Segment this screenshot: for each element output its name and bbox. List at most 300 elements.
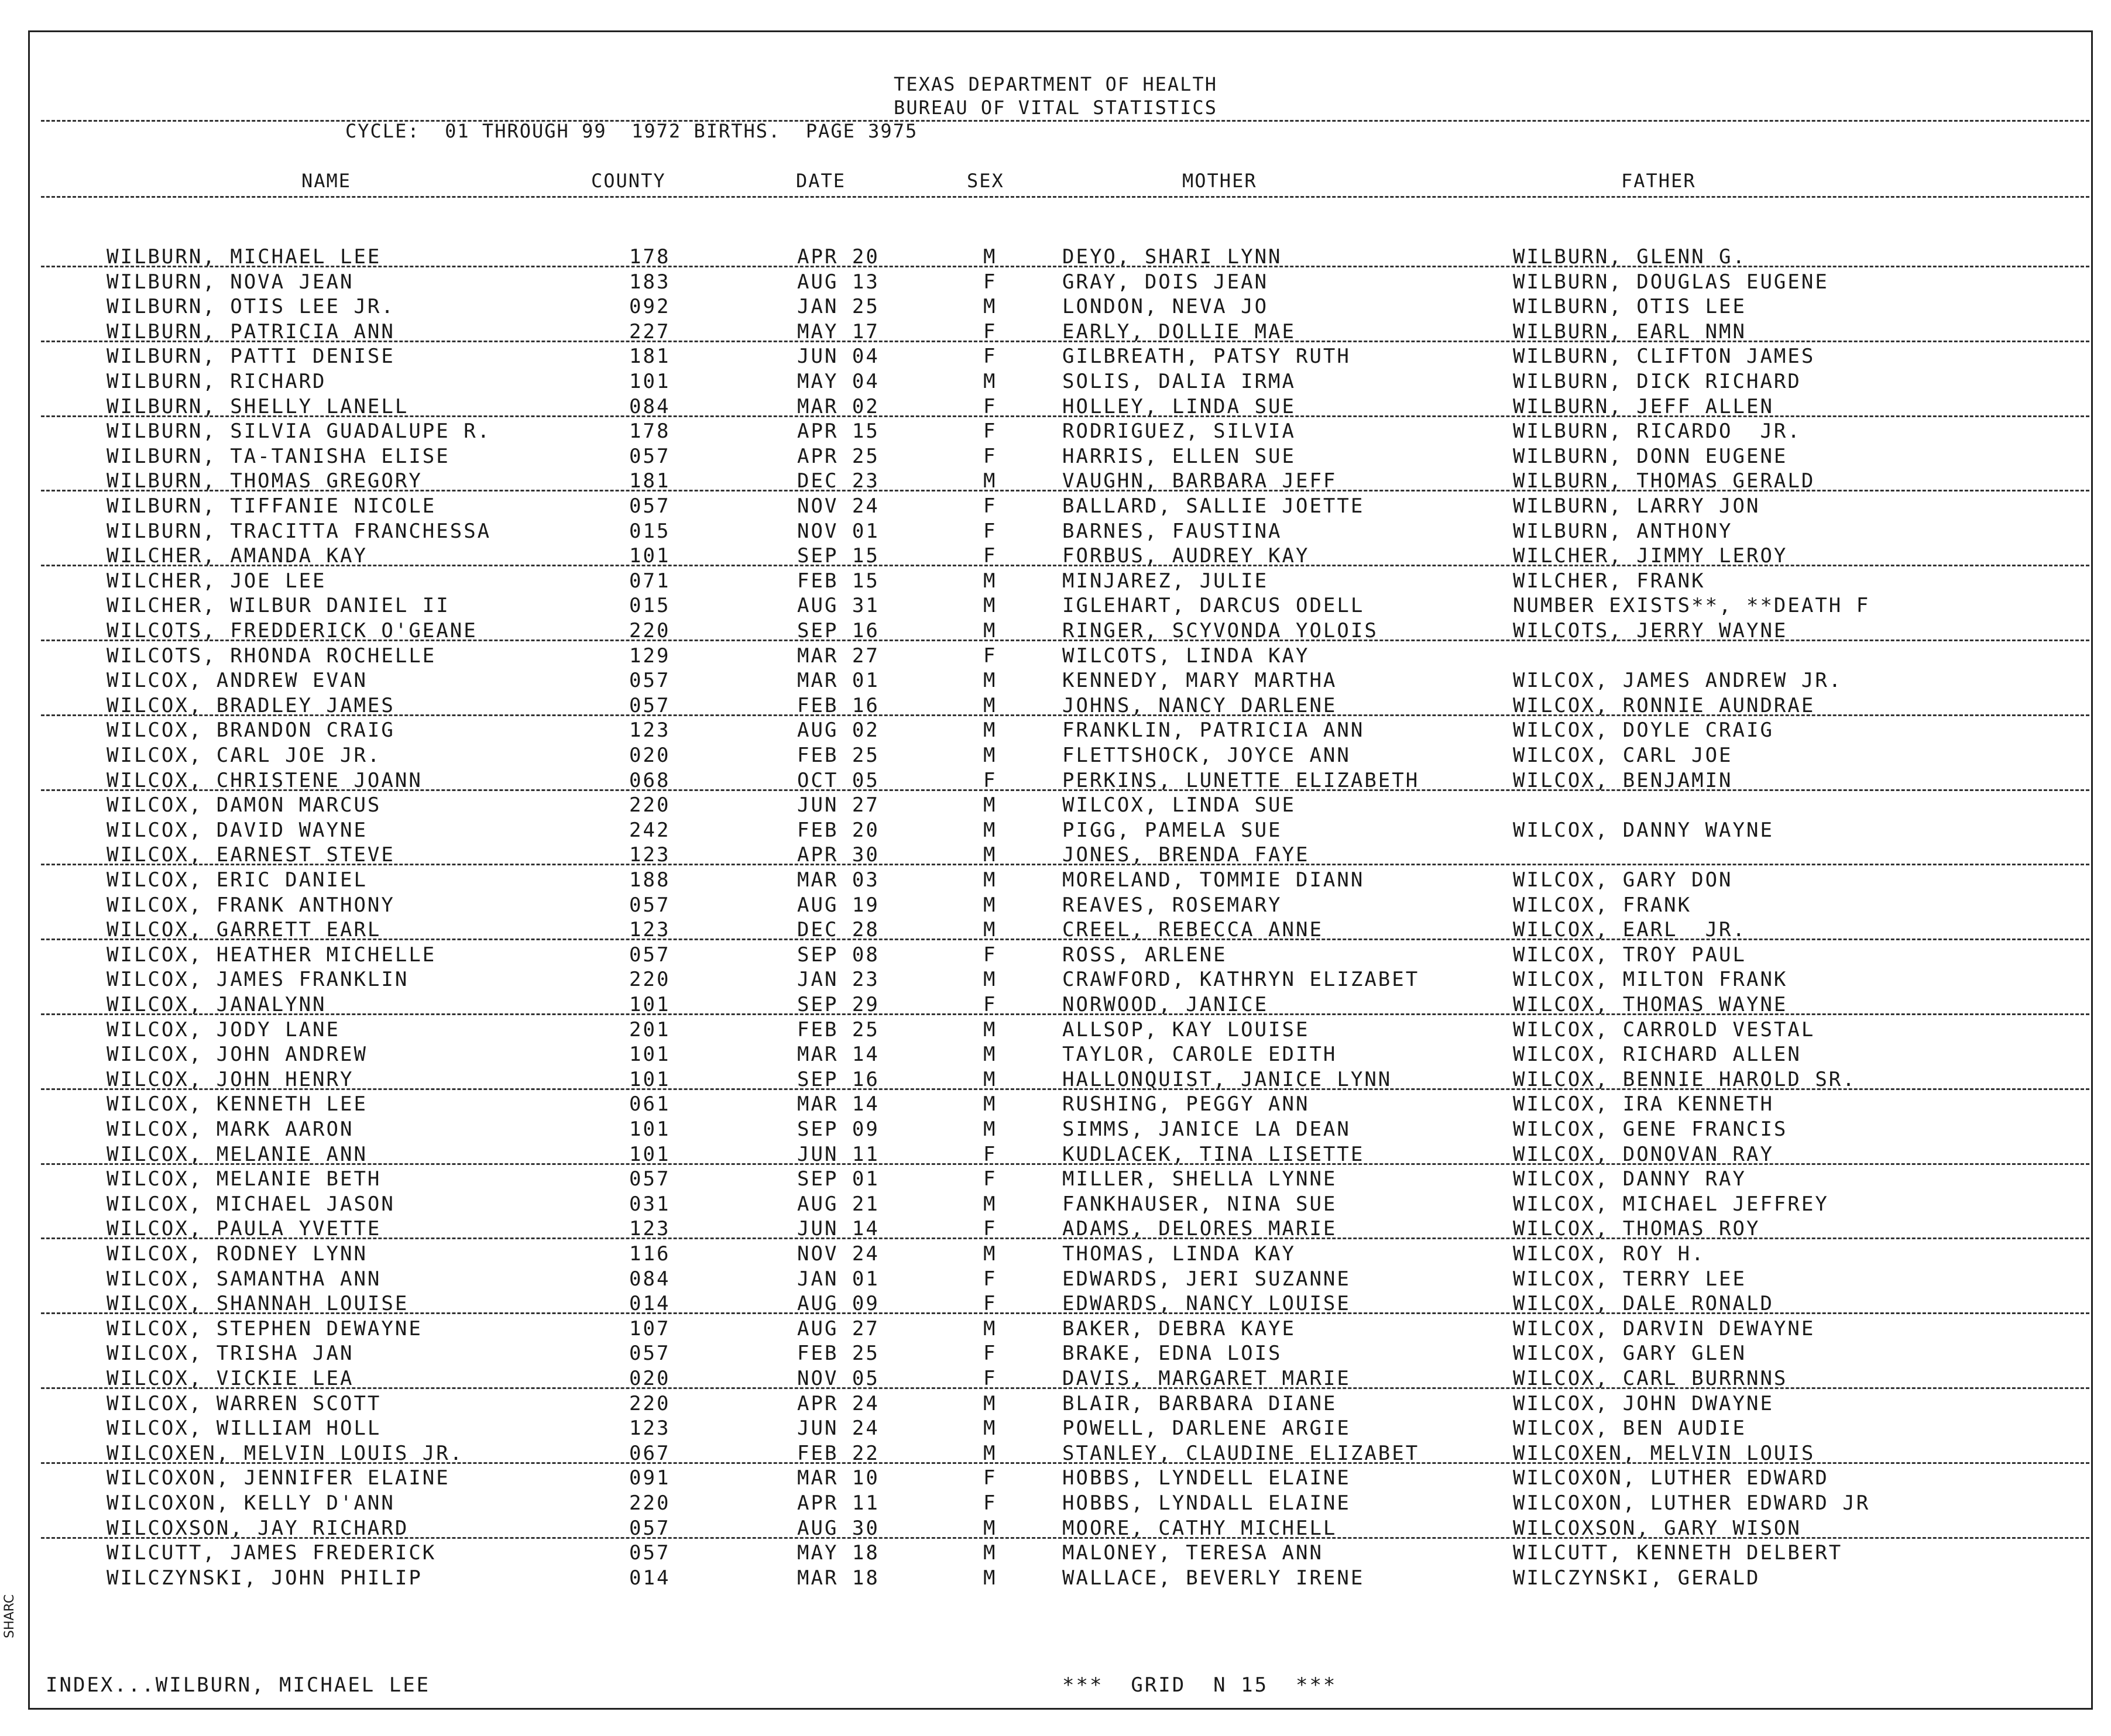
cell-father: WILBURN, THOMAS GERALD [1513, 469, 1815, 493]
cell-father: WILCOX, MILTON FRANK [1513, 968, 1788, 992]
cell-name: WILBURN, SILVIA GUADALUPE R. [107, 420, 492, 444]
cell-county: 101 [629, 1043, 671, 1067]
cell-county: 057 [629, 669, 671, 693]
cell-county: 101 [629, 370, 671, 393]
col-sex-header: SEX [967, 170, 1004, 192]
cell-county: 057 [629, 1516, 671, 1540]
cell-sex: M [983, 918, 997, 942]
cell-date: FEB 20 [797, 818, 880, 842]
table-row [0, 369, 2111, 394]
table-row [0, 743, 2111, 768]
cell-father: WILCOX, FRANK [1513, 893, 1692, 917]
cell-mother: BLAIR, BARBARA DIANE [1062, 1391, 1337, 1415]
cell-county: 178 [629, 420, 671, 444]
cell-name: WILCOX, GARRETT EARL [107, 918, 382, 942]
table-row [0, 344, 2111, 369]
cell-date: MAR 14 [797, 1092, 880, 1116]
cell-mother: LONDON, NEVA JO [1062, 295, 1269, 319]
cell-county: 068 [629, 768, 671, 792]
cell-county: 183 [629, 270, 671, 294]
cell-name: WILBURN, NOVA JEAN [107, 270, 354, 294]
cell-father: WILBURN, DONN EUGENE [1513, 444, 1788, 468]
cell-name: WILCOTS, FREDDERICK O'GEANE [107, 619, 478, 642]
cell-county: 020 [629, 1367, 671, 1390]
cell-county: 181 [629, 469, 671, 493]
cell-county: 057 [629, 943, 671, 967]
cell-father: WILCOX, DANNY WAYNE [1513, 818, 1774, 842]
col-father-header: FATHER [1621, 170, 1696, 192]
cell-date: MAR 18 [797, 1566, 880, 1590]
cell-mother: KUDLACEK, TINA LISETTE [1062, 1142, 1365, 1166]
row-separator [41, 415, 2089, 417]
cell-mother: BRAKE, EDNA LOIS [1062, 1342, 1282, 1366]
table-row [0, 1491, 2111, 1515]
cell-sex: F [983, 319, 997, 343]
cell-father: WILCOX, RICHARD ALLEN [1513, 1043, 1801, 1067]
cell-father: WILCOX, EARL JR. [1513, 918, 1746, 942]
cell-name: WILCOX, STEPHEN DEWAYNE [107, 1316, 423, 1340]
cell-county: 014 [629, 1566, 671, 1590]
cell-mother: KENNEDY, MARY MARTHA [1062, 669, 1337, 693]
row-separator [41, 1312, 2089, 1314]
cell-name: WILBURN, MICHAEL LEE [107, 245, 382, 269]
row-separator [41, 640, 2089, 641]
cell-date: APR 30 [797, 843, 880, 867]
cell-father: WILCHER, JIMMY LEROY [1513, 544, 1788, 568]
cell-mother: PIGG, PAMELA SUE [1062, 818, 1282, 842]
cell-county: 101 [629, 1142, 671, 1166]
cell-date: OCT 05 [797, 768, 880, 792]
cell-name: WILBURN, TA-TANISHA ELISE [107, 444, 450, 468]
cell-mother: GILBREATH, PATSY RUTH [1062, 345, 1351, 369]
cell-father: WILCOX, BENJAMIN [1513, 768, 1733, 792]
cell-father: WILCOX, ROY H. [1513, 1242, 1705, 1266]
cell-date: SEP 29 [797, 993, 880, 1016]
table-row [0, 1042, 2111, 1067]
cell-date: JUN 14 [797, 1217, 880, 1241]
table-row [0, 718, 2111, 742]
cell-date: MAY 17 [797, 319, 880, 343]
cell-mother: POWELL, DARLENE ARGIE [1062, 1417, 1351, 1441]
cell-name: WILCOX, BRADLEY JAMES [107, 693, 395, 717]
cell-date: AUG 09 [797, 1292, 880, 1316]
cell-mother: MILLER, SHELLA LYNNE [1062, 1167, 1337, 1191]
cell-mother: PERKINS, LUNETTE ELIZABETH [1062, 768, 1420, 792]
cell-name: WILCOX, JOHN ANDREW [107, 1043, 368, 1067]
cell-father: WILBURN, EARL NMN [1513, 319, 1746, 343]
cell-mother: EDWARDS, JERI SUZANNE [1062, 1267, 1351, 1291]
cell-mother: MINJAREZ, JULIE [1062, 569, 1269, 593]
cell-date: MAR 27 [797, 644, 880, 668]
cell-mother: FRANKLIN, PATRICIA ANN [1062, 719, 1365, 742]
cell-date: JAN 25 [797, 295, 880, 319]
cell-mother: ALLSOP, KAY LOUISE [1062, 1017, 1310, 1041]
cell-sex: M [983, 1516, 997, 1540]
cell-county: 084 [629, 394, 671, 418]
cell-sex: M [983, 1441, 997, 1465]
cell-sex: F [983, 1217, 997, 1241]
cell-date: JUN 04 [797, 345, 880, 369]
cell-mother: JOHNS, NANCY DARLENE [1062, 693, 1337, 717]
cell-date: DEC 23 [797, 469, 880, 493]
cell-sex: M [983, 569, 997, 593]
cell-father: WILCOX, BEN AUDIE [1513, 1417, 1746, 1441]
cycle-line: CYCLE: 01 THROUGH 99 1972 BIRTHS. PAGE 3975 [345, 120, 918, 142]
cell-father: WILCOX, CARL BURRNNS [1513, 1367, 1788, 1390]
cell-mother: GRAY, DOIS JEAN [1062, 270, 1269, 294]
cell-name: WILBURN, THOMAS GREGORY [107, 469, 423, 493]
cell-mother: HOLLEY, LINDA SUE [1062, 394, 1296, 418]
cell-mother: TAYLOR, CAROLE EDITH [1062, 1043, 1337, 1067]
cell-sex: M [983, 893, 997, 917]
cell-mother: IGLEHART, DARCUS ODELL [1062, 594, 1365, 618]
cell-sex: M [983, 1566, 997, 1590]
cell-name: WILBURN, OTIS LEE JR. [107, 295, 395, 319]
cell-name: WILCOX, WARREN SCOTT [107, 1391, 382, 1415]
table-row [0, 644, 2111, 668]
cell-date: JUN 24 [797, 1417, 880, 1441]
cell-date: JUN 27 [797, 793, 880, 817]
row-separator [41, 1537, 2089, 1539]
cell-mother: RUSHING, PEGGY ANN [1062, 1092, 1310, 1116]
cell-name: WILCOX, HEATHER MICHELLE [107, 943, 437, 967]
cell-date: JAN 01 [797, 1267, 880, 1291]
cell-name: WILCHER, AMANDA KAY [107, 544, 368, 568]
table-row [0, 569, 2111, 593]
cell-county: 242 [629, 818, 671, 842]
cell-mother: FORBUS, AUDREY KAY [1062, 544, 1310, 568]
cell-father: WILBURN, DOUGLAS EUGENE [1513, 270, 1829, 294]
cell-name: WILCOX, JOHN HENRY [107, 1067, 354, 1091]
cell-county: 101 [629, 544, 671, 568]
cell-sex: F [983, 270, 997, 294]
table-row [0, 1316, 2111, 1341]
cell-date: AUG 27 [797, 1316, 880, 1340]
cell-sex: M [983, 1118, 997, 1141]
table-row [0, 1566, 2111, 1590]
cell-date: FEB 15 [797, 569, 880, 593]
cell-sex: F [983, 494, 997, 518]
cell-father: WILCOX, GARY GLEN [1513, 1342, 1746, 1366]
cell-name: WILCOX, TRISHA JAN [107, 1342, 354, 1366]
cell-sex: M [983, 1391, 997, 1415]
cell-name: WILCOX, CHRISTENE JOANN [107, 768, 423, 792]
cell-mother: HOBBS, LYNDELL ELAINE [1062, 1466, 1351, 1490]
cell-father: WILBURN, JEFF ALLEN [1513, 394, 1774, 418]
table-row [0, 893, 2111, 917]
table-row [0, 1242, 2111, 1266]
cell-mother: RINGER, SCYVONDA YOLOIS [1062, 619, 1378, 642]
cell-sex: M [983, 868, 997, 892]
cell-father: WILCOX, GENE FRANCIS [1513, 1118, 1788, 1141]
cell-sex: F [983, 519, 997, 543]
cell-county: 188 [629, 868, 671, 892]
cell-date: AUG 13 [797, 270, 880, 294]
cell-date: SEP 09 [797, 1118, 880, 1141]
table-row [0, 444, 2111, 469]
cell-county: 220 [629, 968, 671, 992]
cell-sex: F [983, 394, 997, 418]
cell-mother: FLETTSHOCK, JOYCE ANN [1062, 744, 1351, 767]
cell-father: WILCOX, CARROLD VESTAL [1513, 1017, 1815, 1041]
cell-county: 123 [629, 1417, 671, 1441]
cell-sex: F [983, 1267, 997, 1291]
cell-mother: EARLY, DOLLIE MAE [1062, 319, 1296, 343]
cell-mother: MOORE, CATHY MICHELL [1062, 1516, 1337, 1540]
cell-sex: F [983, 1167, 997, 1191]
cell-mother: SOLIS, DALIA IRMA [1062, 370, 1296, 393]
cell-sex: M [983, 693, 997, 717]
cell-name: WILCOX, DAVID WAYNE [107, 818, 368, 842]
cell-mother: WILCOX, LINDA SUE [1062, 793, 1296, 817]
cell-date: MAR 02 [797, 394, 880, 418]
cell-county: 123 [629, 1217, 671, 1241]
cell-mother: BALLARD, SALLIE JOETTE [1062, 494, 1365, 518]
cell-county: 057 [629, 1342, 671, 1366]
cell-father: WILCOX, THOMAS ROY [1513, 1217, 1760, 1241]
cell-father: WILCOX, TROY PAUL [1513, 943, 1746, 967]
cell-name: WILCOX, JODY LANE [107, 1017, 340, 1041]
cell-date: AUG 30 [797, 1516, 880, 1540]
cell-father: WILCUTT, KENNETH DELBERT [1513, 1541, 1843, 1565]
cell-date: JAN 23 [797, 968, 880, 992]
cell-county: 123 [629, 918, 671, 942]
row-separator [41, 864, 2089, 865]
cell-sex: M [983, 1192, 997, 1216]
cell-date: APR 20 [797, 245, 880, 269]
cell-county: 123 [629, 843, 671, 867]
cell-sex: F [983, 444, 997, 468]
cell-name: WILCOX, MELANIE BETH [107, 1167, 382, 1191]
cell-county: 057 [629, 444, 671, 468]
cell-mother: NORWOOD, JANICE [1062, 993, 1269, 1016]
cell-name: WILCOTS, RHONDA ROCHELLE [107, 644, 437, 668]
cell-county: 092 [629, 295, 671, 319]
cell-name: WILCOX, ERIC DANIEL [107, 868, 368, 892]
cell-mother: MALONEY, TERESA ANN [1062, 1541, 1323, 1565]
cell-date: NOV 24 [797, 1242, 880, 1266]
table-row [0, 818, 2111, 843]
cell-name: WILCOX, SAMANTHA ANN [107, 1267, 382, 1291]
cell-sex: M [983, 1316, 997, 1340]
cell-county: 129 [629, 644, 671, 668]
agency-title: TEXAS DEPARTMENT OF HEALTH [894, 73, 1217, 95]
cell-county: 057 [629, 893, 671, 917]
cell-mother: THOMAS, LINDA KAY [1062, 1242, 1296, 1266]
cell-father: WILBURN, OTIS LEE [1513, 295, 1746, 319]
cell-sex: M [983, 1043, 997, 1067]
table-row [0, 494, 2111, 518]
cell-sex: F [983, 943, 997, 967]
cell-sex: M [983, 669, 997, 693]
cell-date: AUG 31 [797, 594, 880, 618]
cell-mother: FANKHAUSER, NINA SUE [1062, 1192, 1337, 1216]
cell-sex: F [983, 768, 997, 792]
cell-sex: M [983, 619, 997, 642]
cell-sex: F [983, 1491, 997, 1515]
cell-name: WILCOX, WILLIAM HOLL [107, 1417, 382, 1441]
cell-date: AUG 21 [797, 1192, 880, 1216]
cell-father: WILCOX, DALE RONALD [1513, 1292, 1774, 1316]
table-row [0, 294, 2111, 319]
cell-county: 020 [629, 744, 671, 767]
cell-sex: F [983, 1292, 997, 1316]
cell-date: FEB 25 [797, 1342, 880, 1366]
cell-mother: WALLACE, BEVERLY IRENE [1062, 1566, 1365, 1590]
cell-name: WILCOXEN, MELVIN LOUIS JR. [107, 1441, 464, 1465]
cell-sex: F [983, 1466, 997, 1490]
cell-county: 057 [629, 1167, 671, 1191]
row-separator [41, 565, 2089, 566]
cell-sex: F [983, 644, 997, 668]
row-separator [41, 789, 2089, 791]
row-separator [41, 1237, 2089, 1239]
cell-father: WILCOX, TERRY LEE [1513, 1267, 1746, 1291]
table-row [0, 868, 2111, 892]
cell-name: WILCOX, DAMON MARCUS [107, 793, 382, 817]
cell-date: FEB 16 [797, 693, 880, 717]
col-date-header: DATE [796, 170, 846, 192]
cell-sex: M [983, 1242, 997, 1266]
cell-date: MAR 10 [797, 1466, 880, 1490]
cell-father: WILCOTS, JERRY WAYNE [1513, 619, 1788, 642]
cell-date: SEP 15 [797, 544, 880, 568]
table-row [0, 668, 2111, 693]
table-row [0, 1017, 2111, 1042]
cell-county: 071 [629, 569, 671, 593]
cell-mother: EDWARDS, NANCY LOUISE [1062, 1292, 1351, 1316]
cell-father: WILCOX, IRA KENNETH [1513, 1092, 1774, 1116]
cell-father: WILCOX, DARVIN DEWAYNE [1513, 1316, 1815, 1340]
cell-name: WILBURN, PATRICIA ANN [107, 319, 395, 343]
table-row [0, 419, 2111, 444]
cell-date: AUG 02 [797, 719, 880, 742]
cell-sex: M [983, 370, 997, 393]
cell-date: APR 15 [797, 420, 880, 444]
cell-date: AUG 19 [797, 893, 880, 917]
cell-name: WILCHER, WILBUR DANIEL II [107, 594, 450, 618]
table-row [0, 1117, 2111, 1142]
row-separator [41, 939, 2089, 940]
table-row [0, 1391, 2111, 1416]
cell-county: 178 [629, 245, 671, 269]
cell-mother: RODRIGUEZ, SILVIA [1062, 420, 1296, 444]
cell-date: FEB 25 [797, 1017, 880, 1041]
cell-father: NUMBER EXISTS**, **DEATH F [1513, 594, 1870, 618]
cell-father: WILBURN, DICK RICHARD [1513, 370, 1801, 393]
cell-father: WILCOXON, LUTHER EDWARD [1513, 1466, 1829, 1490]
table-row [0, 1466, 2111, 1490]
cell-date: SEP 01 [797, 1167, 880, 1191]
cell-father: WILBURN, GLENN G. [1513, 245, 1746, 269]
cell-name: WILCZYNSKI, JOHN PHILIP [107, 1566, 423, 1590]
side-mark: SHARC [2, 1594, 17, 1638]
col-mother-header: MOTHER [1182, 170, 1257, 192]
cell-name: WILCOX, FRANK ANTHONY [107, 893, 395, 917]
cell-father: WILCOX, DANNY RAY [1513, 1167, 1746, 1191]
cell-mother: CREEL, REBECCA ANNE [1062, 918, 1323, 942]
cell-sex: F [983, 544, 997, 568]
cell-mother: ADAMS, DELORES MARIE [1062, 1217, 1337, 1241]
table-row [0, 519, 2111, 544]
table-row [0, 1541, 2111, 1565]
cell-sex: M [983, 793, 997, 817]
cell-sex: M [983, 295, 997, 319]
cell-county: 014 [629, 1292, 671, 1316]
cell-mother: HOBBS, LYNDALL ELAINE [1062, 1491, 1351, 1515]
cell-mother: BAKER, DEBRA KAYE [1062, 1316, 1296, 1340]
cell-father: WILCOXSON, GARY WISON [1513, 1516, 1801, 1540]
cell-county: 107 [629, 1316, 671, 1340]
cell-county: 057 [629, 1541, 671, 1565]
cell-county: 015 [629, 519, 671, 543]
table-row [0, 1341, 2111, 1366]
cell-county: 220 [629, 793, 671, 817]
cell-sex: F [983, 1142, 997, 1166]
cell-father: WILBURN, LARRY JON [1513, 494, 1760, 518]
cell-date: MAR 14 [797, 1043, 880, 1067]
col-name-header: NAME [301, 170, 352, 192]
cell-name: WILCOX, EARNEST STEVE [107, 843, 395, 867]
cell-name: WILCOX, ANDREW EVAN [107, 669, 368, 693]
cell-name: WILBURN, RICHARD [107, 370, 327, 393]
cell-sex: M [983, 1017, 997, 1041]
row-separator [41, 714, 2089, 716]
cell-father: WILCOX, RONNIE AUNDRAE [1513, 693, 1815, 717]
cell-mother: JONES, BRENDA FAYE [1062, 843, 1310, 867]
footer-grid: *** GRID N 15 *** [1062, 1673, 1337, 1697]
cell-county: 181 [629, 345, 671, 369]
cell-father: WILBURN, ANTHONY [1513, 519, 1733, 543]
table-row [0, 943, 2111, 967]
cell-county: 123 [629, 719, 671, 742]
cell-date: JUN 11 [797, 1142, 880, 1166]
cell-mother: REAVES, ROSEMARY [1062, 893, 1282, 917]
cell-name: WILCOXSON, JAY RICHARD [107, 1516, 409, 1540]
cell-sex: M [983, 469, 997, 493]
cell-county: 101 [629, 1118, 671, 1141]
cell-county: 227 [629, 319, 671, 343]
cell-father: WILCOX, JAMES ANDREW JR. [1513, 669, 1843, 693]
cell-mother: ROSS, ARLENE [1062, 943, 1227, 967]
cell-father: WILBURN, RICARDO JR. [1513, 420, 1801, 444]
cell-mother: HALLONQUIST, JANICE LYNN [1062, 1067, 1392, 1091]
cell-date: FEB 22 [797, 1441, 880, 1465]
cell-date: NOV 01 [797, 519, 880, 543]
cell-county: 084 [629, 1267, 671, 1291]
table-row [0, 1416, 2111, 1441]
table-row [0, 1092, 2111, 1116]
cell-county: 220 [629, 619, 671, 642]
cell-sex: F [983, 1367, 997, 1390]
cell-name: WILCOX, VICKIE LEA [107, 1367, 354, 1390]
cell-sex: M [983, 1092, 997, 1116]
row-separator [41, 266, 2089, 267]
table-row [0, 967, 2111, 992]
cell-county: 220 [629, 1491, 671, 1515]
cell-date: FEB 25 [797, 744, 880, 767]
cell-county: 067 [629, 1441, 671, 1465]
cell-sex: M [983, 843, 997, 867]
cell-county: 031 [629, 1192, 671, 1216]
cell-sex: M [983, 744, 997, 767]
cell-mother: CRAWFORD, KATHRYN ELIZABET [1062, 968, 1420, 992]
cell-county: 201 [629, 1017, 671, 1041]
cell-name: WILCOX, MELANIE ANN [107, 1142, 368, 1166]
cell-county: 220 [629, 1391, 671, 1415]
cell-name: WILCOX, JAMES FRANKLIN [107, 968, 409, 992]
cell-father: WILCOXEN, MELVIN LOUIS [1513, 1441, 1815, 1465]
